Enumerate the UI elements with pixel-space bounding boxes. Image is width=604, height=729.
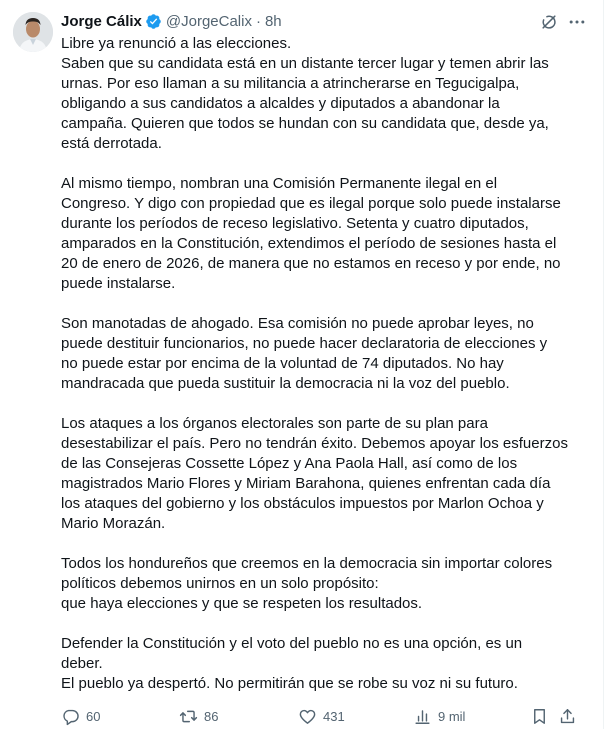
tweet-header: [61, 10, 583, 32]
tweet-paragraph: Al mismo tiempo, nombran una Comisión Permanente ilegal en el Congreso. Y digo con propiedad que es ilegal porque solo puede instalarse durante los períodos de receso legislativo. Setenta y cuatro diputados, amparados en la Constitución, extendimos el período de sesiones hasta el 20 de enero de 2026, de manera que no estamos en receso y por ende, no puede instalarse.: [61, 175, 561, 292]
author-name[interactable]: Jorge Cálix: [61, 12, 142, 30]
bookmark-icon: [530, 707, 549, 726]
tweet-paragraph: Todos los hondureños que creemos en la democracia sin importar colores políticos debemos unirnos en un solo propósito: que haya elecciones y que se respeten los resultados.: [61, 555, 553, 612]
reply-icon: [61, 707, 80, 726]
retweet-button[interactable]: [179, 707, 218, 726]
more-icon[interactable]: [567, 12, 587, 32]
heart-icon: [298, 707, 317, 726]
verified-badge-icon: [145, 13, 162, 30]
views-count: 9 mil: [438, 708, 466, 724]
like-button[interactable]: [298, 707, 345, 726]
timestamp[interactable]: 8h: [264, 12, 282, 30]
views-button[interactable]: [413, 707, 465, 726]
retweet-icon: [179, 707, 198, 726]
reply-count: 60: [86, 708, 101, 724]
share-icon: [558, 707, 577, 726]
tweet-actions: [61, 706, 587, 726]
tweet-text: [61, 34, 581, 694]
author-handle[interactable]: @JorgeCalix: [165, 12, 252, 30]
tweet-paragraph: Defender la Constitución y el voto del pueblo no es una opción, es un deber. El pueblo ya despertó. No permitirán que se robe su voz ni su futuro.: [61, 635, 523, 692]
tweet-paragraph: Libre ya renunció a las elecciones. Saben que su candidata está en un distante tercer lugar y temen abrir las urnas. Por eso llaman a su militancia a atrincherarse en Tegucigalpa, obligando a sus candidatos a alcaldes y diputados a abandonar la campaña. Quieren que todos se hundan con su candidata que, desde ya, está derrotada.: [61, 35, 549, 152]
avatar[interactable]: [13, 12, 53, 52]
retweet-count: 86: [204, 708, 219, 724]
tweet-paragraph: Son manotadas de ahogado. Esa comisión no puede aprobar leyes, no puede destituir funcionarios, no puede hacer declaratoria de elecciones y no puede estar por encima de la voluntad de 74 diputados. No hay mandracada que pueda sustituir la democracia ni la voz del pueblo.: [61, 315, 548, 392]
reply-button[interactable]: [61, 707, 100, 726]
grok-icon[interactable]: [539, 12, 559, 32]
tweet-paragraph: Los ataques a los órganos electorales son parte de su plan para desestabilizar el país. Pero no tendrán éxito. Debemos apoyar los esfuerzos de las Consejeras Cossette López y Ana Paola Hall, así como de los magistrados Mario Flores y Miriam Barahona, quienes enfrentan cada día los ataques del gobierno y los obstáculos impuestos por Marlon Ochoa y Mario Morazán.: [61, 415, 568, 532]
like-count: 431: [323, 708, 345, 724]
bookmark-button[interactable]: [530, 707, 549, 726]
views-icon: [413, 707, 432, 726]
separator-dot: ·: [255, 12, 261, 30]
share-button[interactable]: [558, 707, 577, 726]
